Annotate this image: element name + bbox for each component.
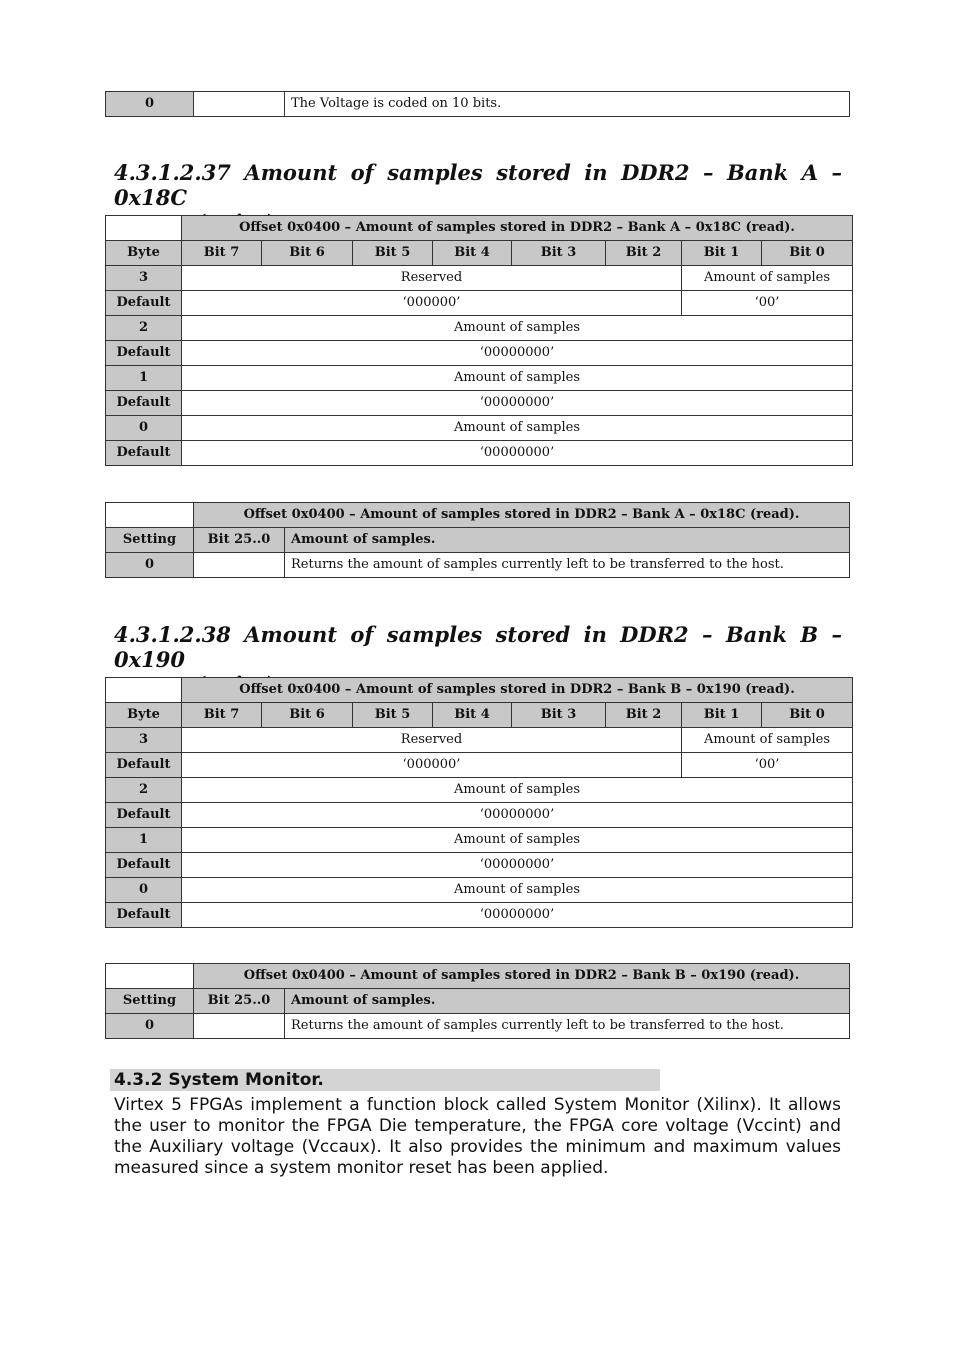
- row-label: Default: [106, 903, 182, 928]
- column-header: Bit 1: [682, 241, 762, 266]
- table-row: [106, 416, 853, 441]
- column-header: Setting: [106, 528, 194, 553]
- column-header: Bit 25..0: [194, 528, 285, 553]
- table-title: Offset 0x0400 – Amount of samples stored in DDR2 – Bank B – 0x190 (read).: [194, 964, 850, 989]
- table-row: [106, 316, 853, 341]
- value-cell: ‘00000000’: [182, 341, 853, 366]
- row-label: 2: [106, 778, 182, 803]
- row-label: 0: [106, 878, 182, 903]
- corner-cell: [106, 964, 194, 989]
- section-heading-bank-a: 4.3.1.2.37 Amount of samples stored in DDR2 – Bank A – 0x18C: [114, 160, 842, 210]
- column-header: Bit 3: [512, 703, 606, 728]
- table-title: Offset 0x0400 – Amount of samples stored in DDR2 – Bank A – 0x18C (read).: [182, 216, 853, 241]
- value-cell: Amount of samples: [182, 316, 853, 341]
- table-row: [106, 266, 853, 291]
- row-label: 0: [106, 416, 182, 441]
- table-row: [106, 553, 850, 578]
- column-header: Amount of samples.: [285, 989, 850, 1014]
- table-row: [106, 341, 853, 366]
- bits-cell: [194, 92, 285, 117]
- reserved-cell: Reserved: [182, 266, 682, 291]
- setting-cell: 0: [106, 1014, 194, 1039]
- column-header: Bit 25..0: [194, 989, 285, 1014]
- section-heading-system-monitor: 4.3.2 System Monitor.: [110, 1069, 660, 1091]
- value-cell: Amount of samples: [182, 416, 853, 441]
- table-title-row: [106, 503, 850, 528]
- column-header: Bit 2: [606, 703, 682, 728]
- row-label: 2: [106, 316, 182, 341]
- row-label: 3: [106, 266, 182, 291]
- table-title-row: [106, 964, 850, 989]
- row-label: Default: [106, 803, 182, 828]
- row-label: Default: [106, 753, 182, 778]
- description-cell: The Voltage is coded on 10 bits.: [285, 92, 850, 117]
- row-label: 1: [106, 366, 182, 391]
- table-row: [106, 728, 853, 753]
- corner-cell: [106, 678, 182, 703]
- setting-cell: 0: [106, 92, 194, 117]
- amount-cell: Amount of samples: [682, 266, 853, 291]
- value-cell: ‘00000000’: [182, 903, 853, 928]
- reserved-cell: Reserved: [182, 728, 682, 753]
- bits-cell: [194, 1014, 285, 1039]
- row-label: 1: [106, 828, 182, 853]
- table-title: Offset 0x0400 – Amount of samples stored in DDR2 – Bank A – 0x18C (read).: [194, 503, 850, 528]
- top-setting-table: [105, 91, 850, 117]
- column-header: Byte: [106, 703, 182, 728]
- column-header: Bit 7: [182, 703, 262, 728]
- table-row: [106, 878, 853, 903]
- value-cell: ‘00000000’: [182, 441, 853, 466]
- table-title-row: [106, 216, 853, 241]
- column-header: Setting: [106, 989, 194, 1014]
- row-label: 3: [106, 728, 182, 753]
- column-header: Bit 4: [433, 703, 512, 728]
- table-row: [106, 92, 850, 117]
- value-cell: ‘00000000’: [182, 853, 853, 878]
- row-label: Default: [106, 391, 182, 416]
- table-row: [106, 853, 853, 878]
- amount-cell: Amount of samples: [682, 728, 853, 753]
- section-heading-bank-b: 4.3.1.2.38 Amount of samples stored in DDR2 – Bank B – 0x190: [114, 622, 842, 672]
- value-cell: Amount of samples: [182, 366, 853, 391]
- column-header: Bit 3: [512, 241, 606, 266]
- column-header: Amount of samples.: [285, 528, 850, 553]
- table-row: [106, 291, 853, 316]
- table-row: [106, 803, 853, 828]
- system-monitor-paragraph: Virtex 5 FPGAs implement a function block called System Monitor (Xilinx). It allows the user to monitor the FPGA Die temperature, the FPGA core voltage (Vccint) and the Auxiliary voltage (Vccaux). It also provides the minimum and maximum values measured since a system monitor reset has been applied.: [114, 1095, 841, 1178]
- table-row: [106, 1014, 850, 1039]
- default-cell: ‘00’: [682, 753, 853, 778]
- column-header: Bit 7: [182, 241, 262, 266]
- value-cell: ‘00000000’: [182, 803, 853, 828]
- default-cell: ‘00’: [682, 291, 853, 316]
- column-header: Bit 1: [682, 703, 762, 728]
- row-label: Default: [106, 441, 182, 466]
- corner-cell: [106, 503, 194, 528]
- table-row: [106, 753, 853, 778]
- table-header-row: [106, 989, 850, 1014]
- table-header-row: [106, 703, 853, 728]
- table-title: Offset 0x0400 – Amount of samples stored in DDR2 – Bank B – 0x190 (read).: [182, 678, 853, 703]
- column-header: Byte: [106, 241, 182, 266]
- table-title-row: [106, 678, 853, 703]
- column-header: Bit 5: [353, 241, 433, 266]
- setting-table-bank-b: [105, 963, 850, 1039]
- default-cell: ‘000000’: [182, 291, 682, 316]
- column-header: Bit 0: [762, 703, 853, 728]
- register-table-bank-a: [105, 215, 853, 466]
- table-row: [106, 441, 853, 466]
- column-header: Bit 6: [262, 241, 353, 266]
- table-row: [106, 366, 853, 391]
- value-cell: Amount of samples: [182, 778, 853, 803]
- table-row: [106, 778, 853, 803]
- table-header-row: [106, 528, 850, 553]
- table-row: [106, 903, 853, 928]
- description-cell: Returns the amount of samples currently left to be transferred to the host.: [285, 1014, 850, 1039]
- value-cell: Amount of samples: [182, 878, 853, 903]
- column-header: Bit 0: [762, 241, 853, 266]
- column-header: Bit 6: [262, 703, 353, 728]
- description-cell: Returns the amount of samples currently left to be transferred to the host.: [285, 553, 850, 578]
- table-row: [106, 391, 853, 416]
- row-label: Default: [106, 341, 182, 366]
- row-label: Default: [106, 853, 182, 878]
- table-header-row: [106, 241, 853, 266]
- row-label: Default: [106, 291, 182, 316]
- column-header: Bit 5: [353, 703, 433, 728]
- bits-cell: [194, 553, 285, 578]
- column-header: Bit 2: [606, 241, 682, 266]
- corner-cell: [106, 216, 182, 241]
- register-table-bank-b: [105, 677, 853, 928]
- value-cell: Amount of samples: [182, 828, 853, 853]
- column-header: Bit 4: [433, 241, 512, 266]
- value-cell: ‘00000000’: [182, 391, 853, 416]
- setting-cell: 0: [106, 553, 194, 578]
- setting-table-bank-a: [105, 502, 850, 578]
- table-row: [106, 828, 853, 853]
- default-cell: ‘000000’: [182, 753, 682, 778]
